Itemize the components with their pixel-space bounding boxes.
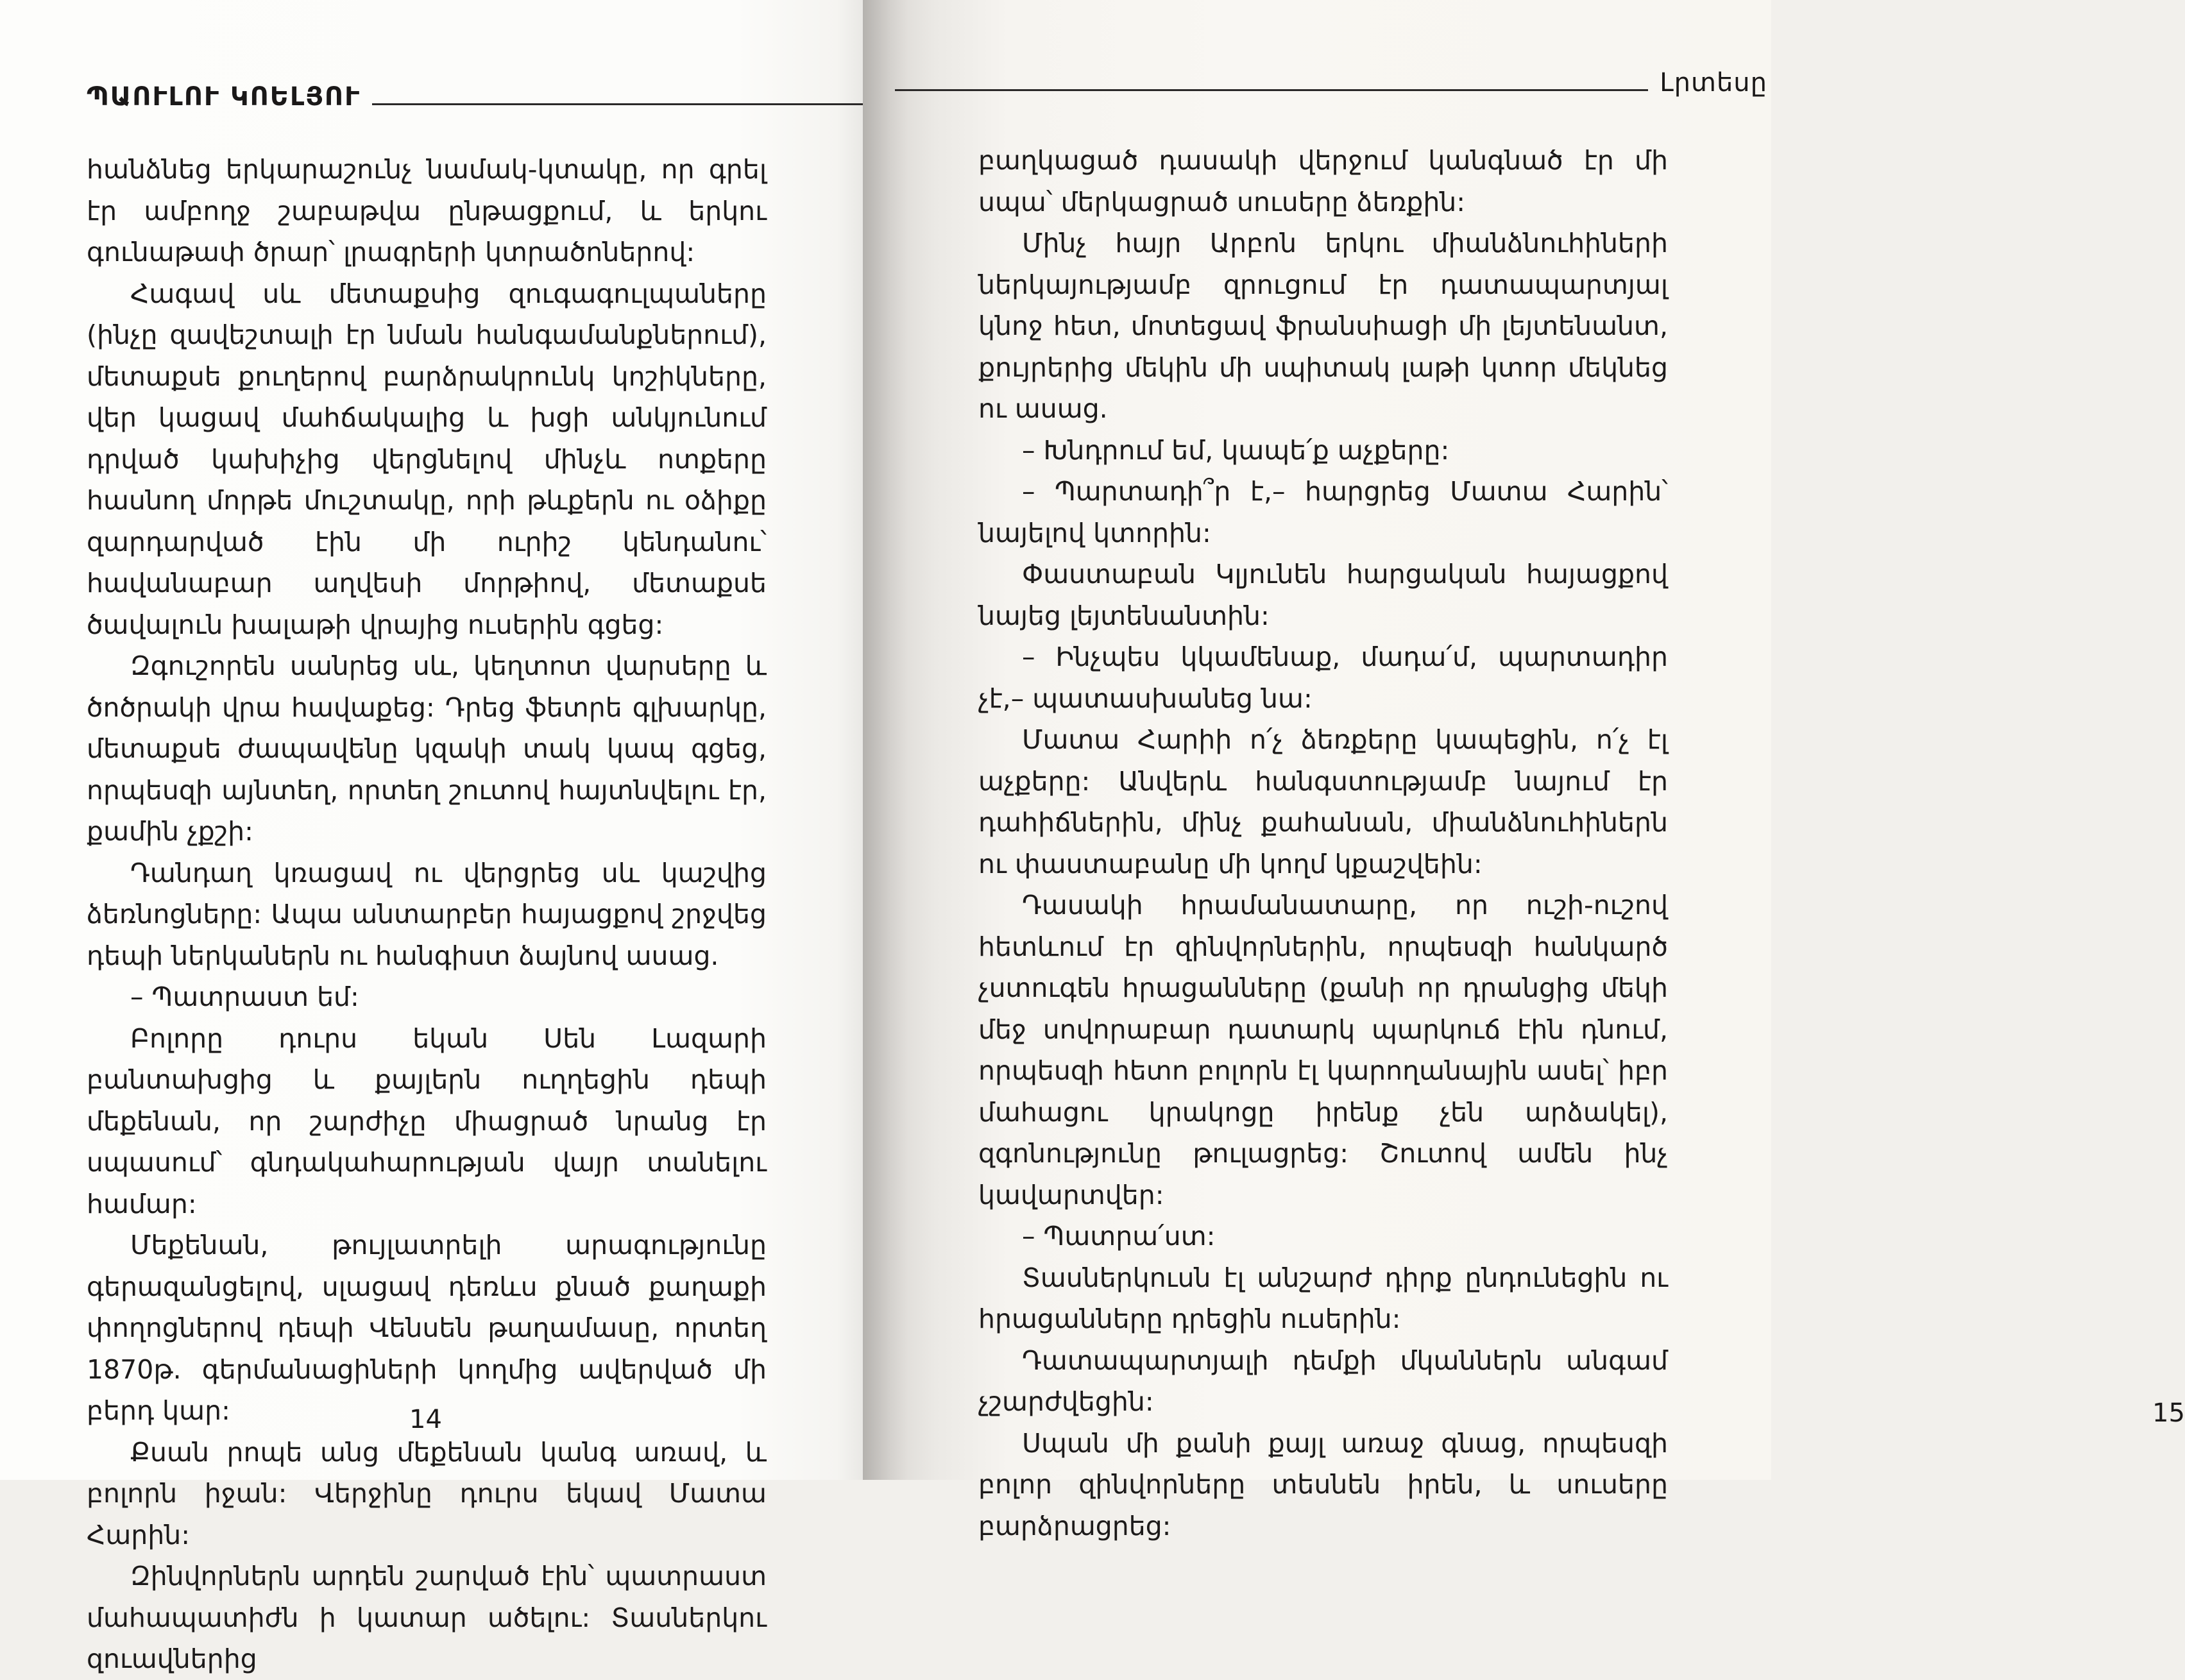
paragraph: հանձնեց երկարաշունչ նամակ-կտակը, որ գրել էր ամբողջ շաբաթվա ընթացքում, և երկու գունաթափ ծրար՝ լրագրերի կտրածոներով: <box>87 154 767 267</box>
paragraph: Բոլորը դուրս եկան Սեն Լազարի բանտախցից և քայլերն ուղղեցին դեպի մեքենան, որ շարժիչը միացրած նրանց էր սպասում՝ գնդակահարության վայր տանելու համար: <box>87 1022 767 1219</box>
right-page-body <box>978 140 1668 1547</box>
paragraph: Մինչ հայր Արբոն երկու միանձնուհիների ներկայությամբ զրուցում էր դատապարտյալ կնոջ հետ, մոտեցավ ֆրանսիացի մի լեյտենանտ, քույրերից մեկին մի սպիտակ լաթի կտոր մեկնեց ու ասաց. <box>978 228 1668 424</box>
dialogue-line: – Խնդրում եմ, կապե՛ք աչքերը: <box>1022 434 1450 466</box>
paragraph: Տասներկուսն էլ անշարժ դիրք ընդունեցին ու հրացանները դրեցին ուսերին: <box>978 1262 1668 1334</box>
header-rule <box>372 103 863 105</box>
left-page <box>0 0 863 1674</box>
page-number: 15 <box>2152 1398 2185 1428</box>
left-page-body <box>87 149 767 1680</box>
dialogue-line: – Պարտադի՞ր է,– հարցրեց Մատա Հարին՝ նայելով կտորին: <box>978 476 1668 548</box>
left-running-head <box>87 82 863 112</box>
author-name: ՊԱՈՒԼՈՒ ԿՈԵԼՅՈՒ <box>87 82 361 112</box>
right-running-head <box>876 68 1767 98</box>
paragraph: Փաստաբան Կլյունեն հարցական հայացքով նայեց լեյտենանտին: <box>978 559 1668 631</box>
dialogue-line: – Պատրաստ եմ: <box>130 981 359 1012</box>
paragraph: Դատապարտյալի դեմքի մկաններն անգամ չշարժվեցին: <box>978 1345 1668 1417</box>
paragraph: Քսան րոպե անց մեքենան կանգ առավ, և բոլորն իջան: Վերջինը դուրս եկավ Մատա Հարին: <box>87 1436 767 1550</box>
paragraph: Դանդաղ կռացավ ու վերցրեց սև կաշվից ձեռնոցները: Ապա անտարբեր հայացքով շրջվեց դեպի ներկաներն ու հանգիստ ձայնով ասաց. <box>87 857 767 971</box>
paragraph: Զինվորներն արդեն շարված էին՝ պատրաստ մահապատիժն ի կատար ածելու: Տասներկու զուավներից <box>87 1561 767 1674</box>
paragraph: Զգուշորեն սանրեց սև, կեղտոտ վարսերը և ծոծրակի վրա հավաքեց: Դրեց ֆետրե գլխարկը, մետաքսե ժապավենը կզակի տակ կապ գցեց, որպեսզի այնտեղ, որտեղ շուտով հայտնվելու էր, քամին չքշի: <box>87 650 767 847</box>
paragraph: Մեքենան, թույլատրելի արագությունը գերազանցելով, սլացավ դեռևս քնած քաղաքի փողոցներով դեպի Վենսեն թաղամասը, որտեղ 1870թ. գերմանացիների կողմից ավերված մի բերդ կար: <box>87 1230 767 1426</box>
paragraph: Դասակի հրամանատարը, որ ուշի-ուշով հետևում էր զինվորներին, որպեսզի հանկարծ չստուգեն հրացանները (քանի որ դրանցից մեկի մեջ սովորաբար դատարկ պարկուճ էին դնում, որպեսզի հետո բոլորն էլ կարողանային ասել՝ իբր մահացու կրակոցը իրենք չեն արձակել), զգոնությունը թուլացրեց: Շուտով ամեն ինչ կավարտվեր: <box>978 890 1668 1210</box>
dialogue-line: – Ինչպես կկամենաք, մադա՛մ, պարտադիր չէ,– պատասխանեց նա: <box>978 641 1668 714</box>
paragraph: բաղկացած դասակի վերջում կանգնած էր մի սպա՝ մերկացրած սուսերը ձեռքին: <box>978 145 1668 217</box>
paragraph: Մատա Հարիի ո՛չ ձեռքերը կապեցին, ո՛չ էլ աչքերը: Անվերև հանգստությամբ նայում էր դահիճներին, մինչ քահանան, միանձնուհիներն ու փաստաբանը մի կողմ կքաշվեին: <box>978 724 1668 879</box>
paragraph: Սպան մի քանի քայլ առաջ գնաց, որպեսզի բոլոր զինվորները տեսնեն իրեն, և սուսերը բարձրացրեց: <box>978 1427 1668 1541</box>
chapter-title: Լրտեսը <box>1660 68 1767 98</box>
header-rule <box>895 89 1648 91</box>
page-number: 14 <box>409 1405 442 1434</box>
dialogue-line: – Պատրա՛ստ: <box>1022 1221 1216 1252</box>
paragraph: Հագավ սև մետաքսից զուգագուլպաները (ինչը զավեշտալի էր նման հանգամանքներում), մետաքսե քուղերով բարձրակրունկ կոշիկները, վեր կացավ մահճակալից և խցի անկյունում դրված կախիչից վերցնելով մինչև ոտքերը հասնող մորթե մուշտակը, որի թևքերն ու օձիքը զարդարված էին մի ուրիշ կենդանու՝ հավանաբար աղվեսի մորթիով, մետաքսե ծավալուն խալաթի վրայից ուսերին գցեց: <box>87 278 767 640</box>
